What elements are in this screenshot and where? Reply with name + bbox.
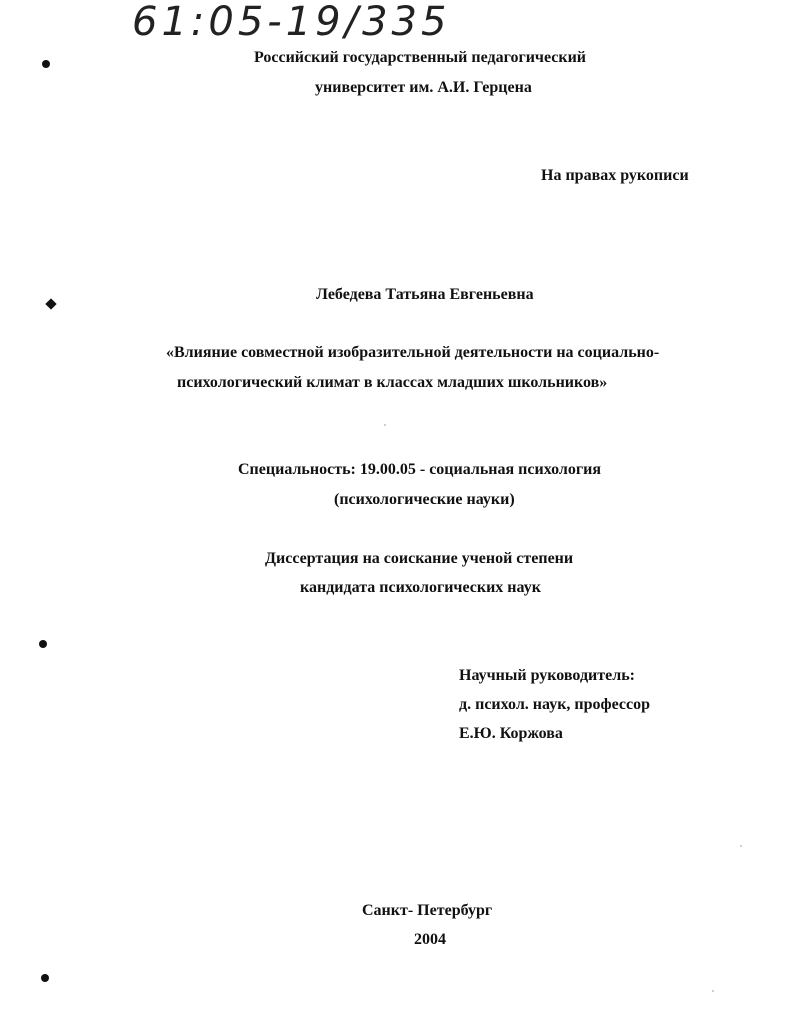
- supervisor-name: Е.Ю. Коржова: [459, 725, 563, 742]
- degree-line-1: Диссертация на соискание ученой степени: [265, 550, 574, 567]
- institution-line-2: университет им. А.И. Герцена: [315, 79, 532, 96]
- binding-hole-mark: [45, 298, 56, 309]
- handwritten-archive-code: 61:05-19/335: [132, 0, 451, 45]
- specialty-line: Специальность: 19.00.05 - социальная психология: [238, 461, 602, 478]
- degree-line-2: кандидата психологических наук: [300, 579, 541, 596]
- year: 2004: [414, 931, 446, 948]
- scan-speck: [384, 424, 386, 426]
- dissertation-title-line-1: «Влияние совместной изобразительной деятельности на социально-: [166, 344, 660, 361]
- manuscript-note: На правах рукописи: [541, 167, 689, 184]
- scan-speck: [740, 845, 742, 847]
- science-field-line: (психологические науки): [334, 491, 515, 508]
- supervisor-degree: д. психол. наук, профессор: [459, 696, 650, 713]
- institution-line-1: Российский государственный педагогический: [254, 49, 586, 66]
- city: Санкт- Петербург: [362, 902, 493, 919]
- binding-hole-mark: [41, 974, 49, 982]
- author-name: Лебедева Татьяна Евгеньевна: [316, 286, 534, 303]
- binding-hole-mark: [39, 640, 47, 648]
- binding-hole-mark: [42, 60, 50, 68]
- scan-speck: [712, 990, 714, 992]
- supervisor-label: Научный руководитель:: [459, 667, 635, 684]
- dissertation-title-line-2: психологический климат в классах младших школьников»: [177, 374, 608, 391]
